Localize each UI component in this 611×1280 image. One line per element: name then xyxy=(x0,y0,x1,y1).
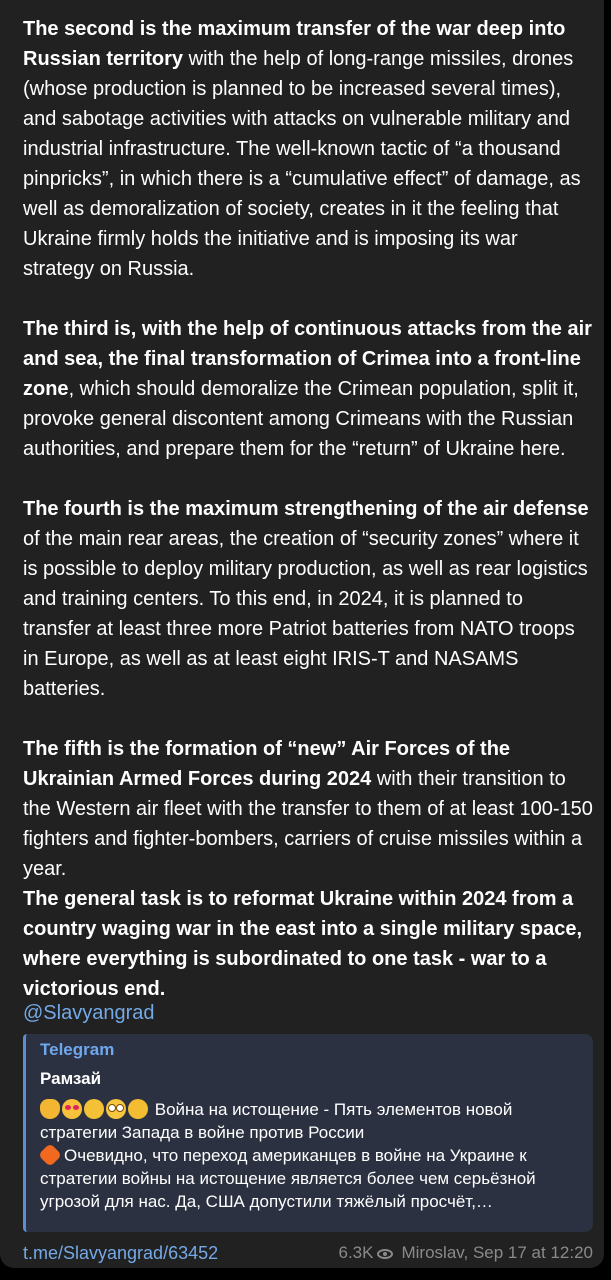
paragraph-third xyxy=(23,314,593,464)
collision-icon xyxy=(38,1143,62,1167)
paragraph-fifth xyxy=(23,734,593,884)
paragraph-third-text: , which should demoralize the Crimean population, split it, provoke general discontent among Crimeans with the Russian authorities, and prepare them for the “return” of Ukraine here. xyxy=(23,378,579,460)
paragraph-second xyxy=(23,14,593,284)
post-link[interactable]: t.me/Slavyangrad/63452 xyxy=(23,1243,219,1263)
cat-face-icon xyxy=(40,1099,60,1119)
paragraph-fourth-bold: The fourth is the maximum strengthening of the air defense xyxy=(23,498,589,520)
message-footer xyxy=(23,1240,593,1266)
link-preview-line2: Очевидно, что переход американцев в войне на Украине к стратегии войны на истощение является более чем серьёзной угрозой для нас. Да, США допустили тяжёлый просчёт,… xyxy=(40,1146,536,1211)
author-time: Miroslav, Sep 17 at 12:20 xyxy=(401,1243,593,1262)
eye-roll-icon xyxy=(106,1099,126,1119)
paragraph-second-bold: The second is the maximum transfer of the war deep into Russian territory xyxy=(23,18,566,70)
message-meta xyxy=(339,1240,594,1266)
link-preview-source: Telegram xyxy=(40,1040,115,1059)
winking-face-icon xyxy=(128,1099,148,1119)
view-count: 6.3K xyxy=(338,1243,374,1262)
paragraph-fourth xyxy=(23,494,593,704)
paragraph-fifth-bold: The fifth is the formation of “new” Air Forces of the Ukrainian Armed Forces during 2024 xyxy=(23,738,511,790)
paragraph-fourth-text: of the main rear areas, the creation of “security zones” where it is possible to deploy military production, as well as rear logistics and training centers. To this end, in 2024, it is planned to transfer at least three more Patriot batteries from NATO troops in Europe, as well as at least eight IRIS-T and NASAMS batteries. xyxy=(23,528,588,700)
link-preview-title: Рамзай xyxy=(40,1069,102,1088)
paragraph-second-text: with the help of long-range missiles, drones (whose production is planned to be increased several times), and sabotage activities with attacks on vulnerable military and industrial infrastructure. The well-known tactic of “a thousand pinpricks”, in which there is a “cumulative effect” of damage, as well as demoralization of society, creates in it the feeling that Ukraine firmly holds the initiative and is imposing its war strategy on Russia. xyxy=(23,48,581,280)
message-text xyxy=(23,14,593,1004)
paragraph-general-task-bold: The general task is to reformat Ukraine within 2024 from a country waging war in the east into a single military space, where everything is subordinated to one task - war to a victorious end. xyxy=(23,888,583,1000)
link-preview-description xyxy=(40,1098,583,1213)
eye-icon xyxy=(377,1249,393,1259)
link-preview[interactable] xyxy=(23,1034,593,1232)
link-preview-line1: Война на истощение - Пять элементов новой стратегии Запада в войне против России xyxy=(40,1100,513,1142)
heart-eyes-icon xyxy=(62,1099,82,1119)
paragraph-fifth-text: with their transition to the Western air fleet with the transfer to them of at least 100-150 fighters and fighter-bombers, carriers of cruise missiles within a year. xyxy=(23,768,593,880)
paragraph-third-bold: The third is, with the help of continuous attacks from the air and sea, the final transformation of Crimea into a front-line zone xyxy=(23,318,592,400)
paragraph-general-task xyxy=(23,884,593,1004)
smiling-face-icon xyxy=(84,1099,104,1119)
channel-handle-link[interactable]: @Slavyangrad xyxy=(23,1002,155,1024)
